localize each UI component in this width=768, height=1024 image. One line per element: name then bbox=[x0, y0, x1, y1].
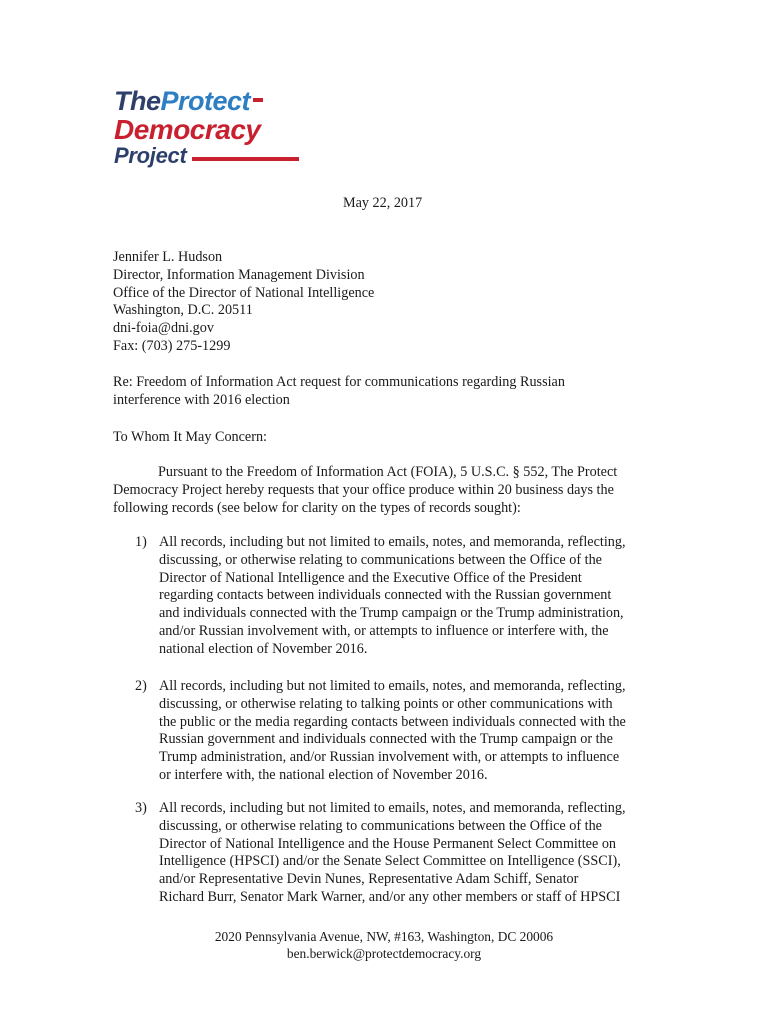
letter-date: May 22, 2017 bbox=[343, 195, 423, 211]
request-line: discussing, or otherwise relating to communications between the Office of the bbox=[159, 817, 602, 834]
request-body bbox=[159, 534, 626, 659]
recipient-address bbox=[113, 249, 374, 356]
recipient-name: Jennifer L. Hudson bbox=[113, 249, 223, 265]
request-line: and/or Russian involvement with, or attempts to influence or interfere with, the bbox=[159, 622, 609, 639]
recipient-city: Washington, D.C. 20511 bbox=[113, 302, 253, 319]
request-line: All records, including but not limited to emails, notes, and memoranda, reflecting, bbox=[159, 678, 626, 694]
request-line: regarding contacts between individuals connected with the Russian government bbox=[159, 587, 612, 604]
request-line: national election of November 2016. bbox=[159, 640, 368, 657]
subject-line bbox=[113, 374, 565, 410]
request-number: 2) bbox=[135, 678, 147, 694]
request-line: All records, including but not limited to emails, notes, and memoranda, reflecting, bbox=[159, 534, 626, 550]
recipient-office: Office of the Director of National Intelligence bbox=[113, 284, 375, 301]
request-line: the public or the media regarding contacts between individuals connected with the bbox=[159, 713, 626, 730]
request-line: Director of National Intelligence and the Executive Office of the President bbox=[159, 569, 582, 586]
request-number: 1) bbox=[135, 534, 147, 550]
intro-line-1: Pursuant to the Freedom of Information Act (FOIA), 5 U.S.C. § 552, The Protect bbox=[158, 464, 618, 480]
protect-democracy-logo bbox=[114, 88, 299, 167]
footer-email[interactable]: ben.berwick@protectdemocracy.org bbox=[286, 945, 482, 961]
footer-address: 2020 Pennsylvania Avenue, NW, #163, Washington, DC 20006 bbox=[214, 929, 554, 944]
logo-underline bbox=[192, 157, 299, 161]
subject-line-2: interference with 2016 election bbox=[113, 391, 290, 408]
logo-project: Project bbox=[114, 143, 187, 168]
request-line: Intelligence (HPSCI) and/or the Senate Select Committee on Intelligence (SSCI), bbox=[159, 853, 621, 870]
recipient-fax: Fax: (703) 275-1299 bbox=[113, 337, 231, 354]
recipient-title: Director, Information Management Division bbox=[113, 266, 365, 283]
request-line: discussing, or otherwise relating to talking points or other communications with bbox=[159, 695, 613, 712]
salutation: To Whom It May Concern: bbox=[113, 429, 267, 445]
recipient-email: dni-foia@dni.gov bbox=[113, 320, 214, 337]
request-number: 3) bbox=[135, 800, 147, 816]
intro-line-3: following records (see below for clarity on the types of records sought): bbox=[113, 499, 521, 516]
request-line: All records, including but not limited to emails, notes, and memoranda, reflecting, bbox=[159, 800, 626, 816]
request-line: Richard Burr, Senator Mark Warner, and/or any other members or staff of HPSCI bbox=[159, 888, 621, 905]
request-line: or interfere with, the national election of November 2016. bbox=[159, 766, 488, 783]
subject-line-1: Re: Freedom of Information Act request for communications regarding Russian bbox=[113, 374, 565, 390]
logo-line-3 bbox=[114, 145, 299, 167]
logo-dash bbox=[253, 98, 263, 102]
request-body bbox=[159, 678, 626, 785]
logo-line-1 bbox=[114, 88, 299, 115]
request-line: Trump administration, and/or Russian involvement with, or attempts to influence bbox=[159, 749, 620, 766]
request-line: Director of National Intelligence and the House Permanent Select Committee on bbox=[159, 835, 617, 852]
request-body bbox=[159, 800, 626, 907]
page-footer bbox=[0, 929, 768, 962]
request-line: discussing, or otherwise relating to communications between the Office of the bbox=[159, 551, 602, 568]
intro-line-2: Democracy Project hereby requests that your office produce within 20 business days the bbox=[113, 481, 614, 498]
logo-democracy: Democracy bbox=[114, 114, 261, 145]
logo-the: The bbox=[114, 86, 161, 116]
request-line: Russian government and individuals connected with the Trump campaign or the bbox=[159, 731, 613, 748]
logo-protect: Protect bbox=[160, 86, 251, 116]
request-line: and/or Representative Devin Nunes, Representative Adam Schiff, Senator bbox=[159, 871, 579, 888]
request-line: and individuals connected with the Trump campaign or the Trump administration, bbox=[159, 605, 624, 622]
intro-paragraph bbox=[113, 464, 617, 517]
